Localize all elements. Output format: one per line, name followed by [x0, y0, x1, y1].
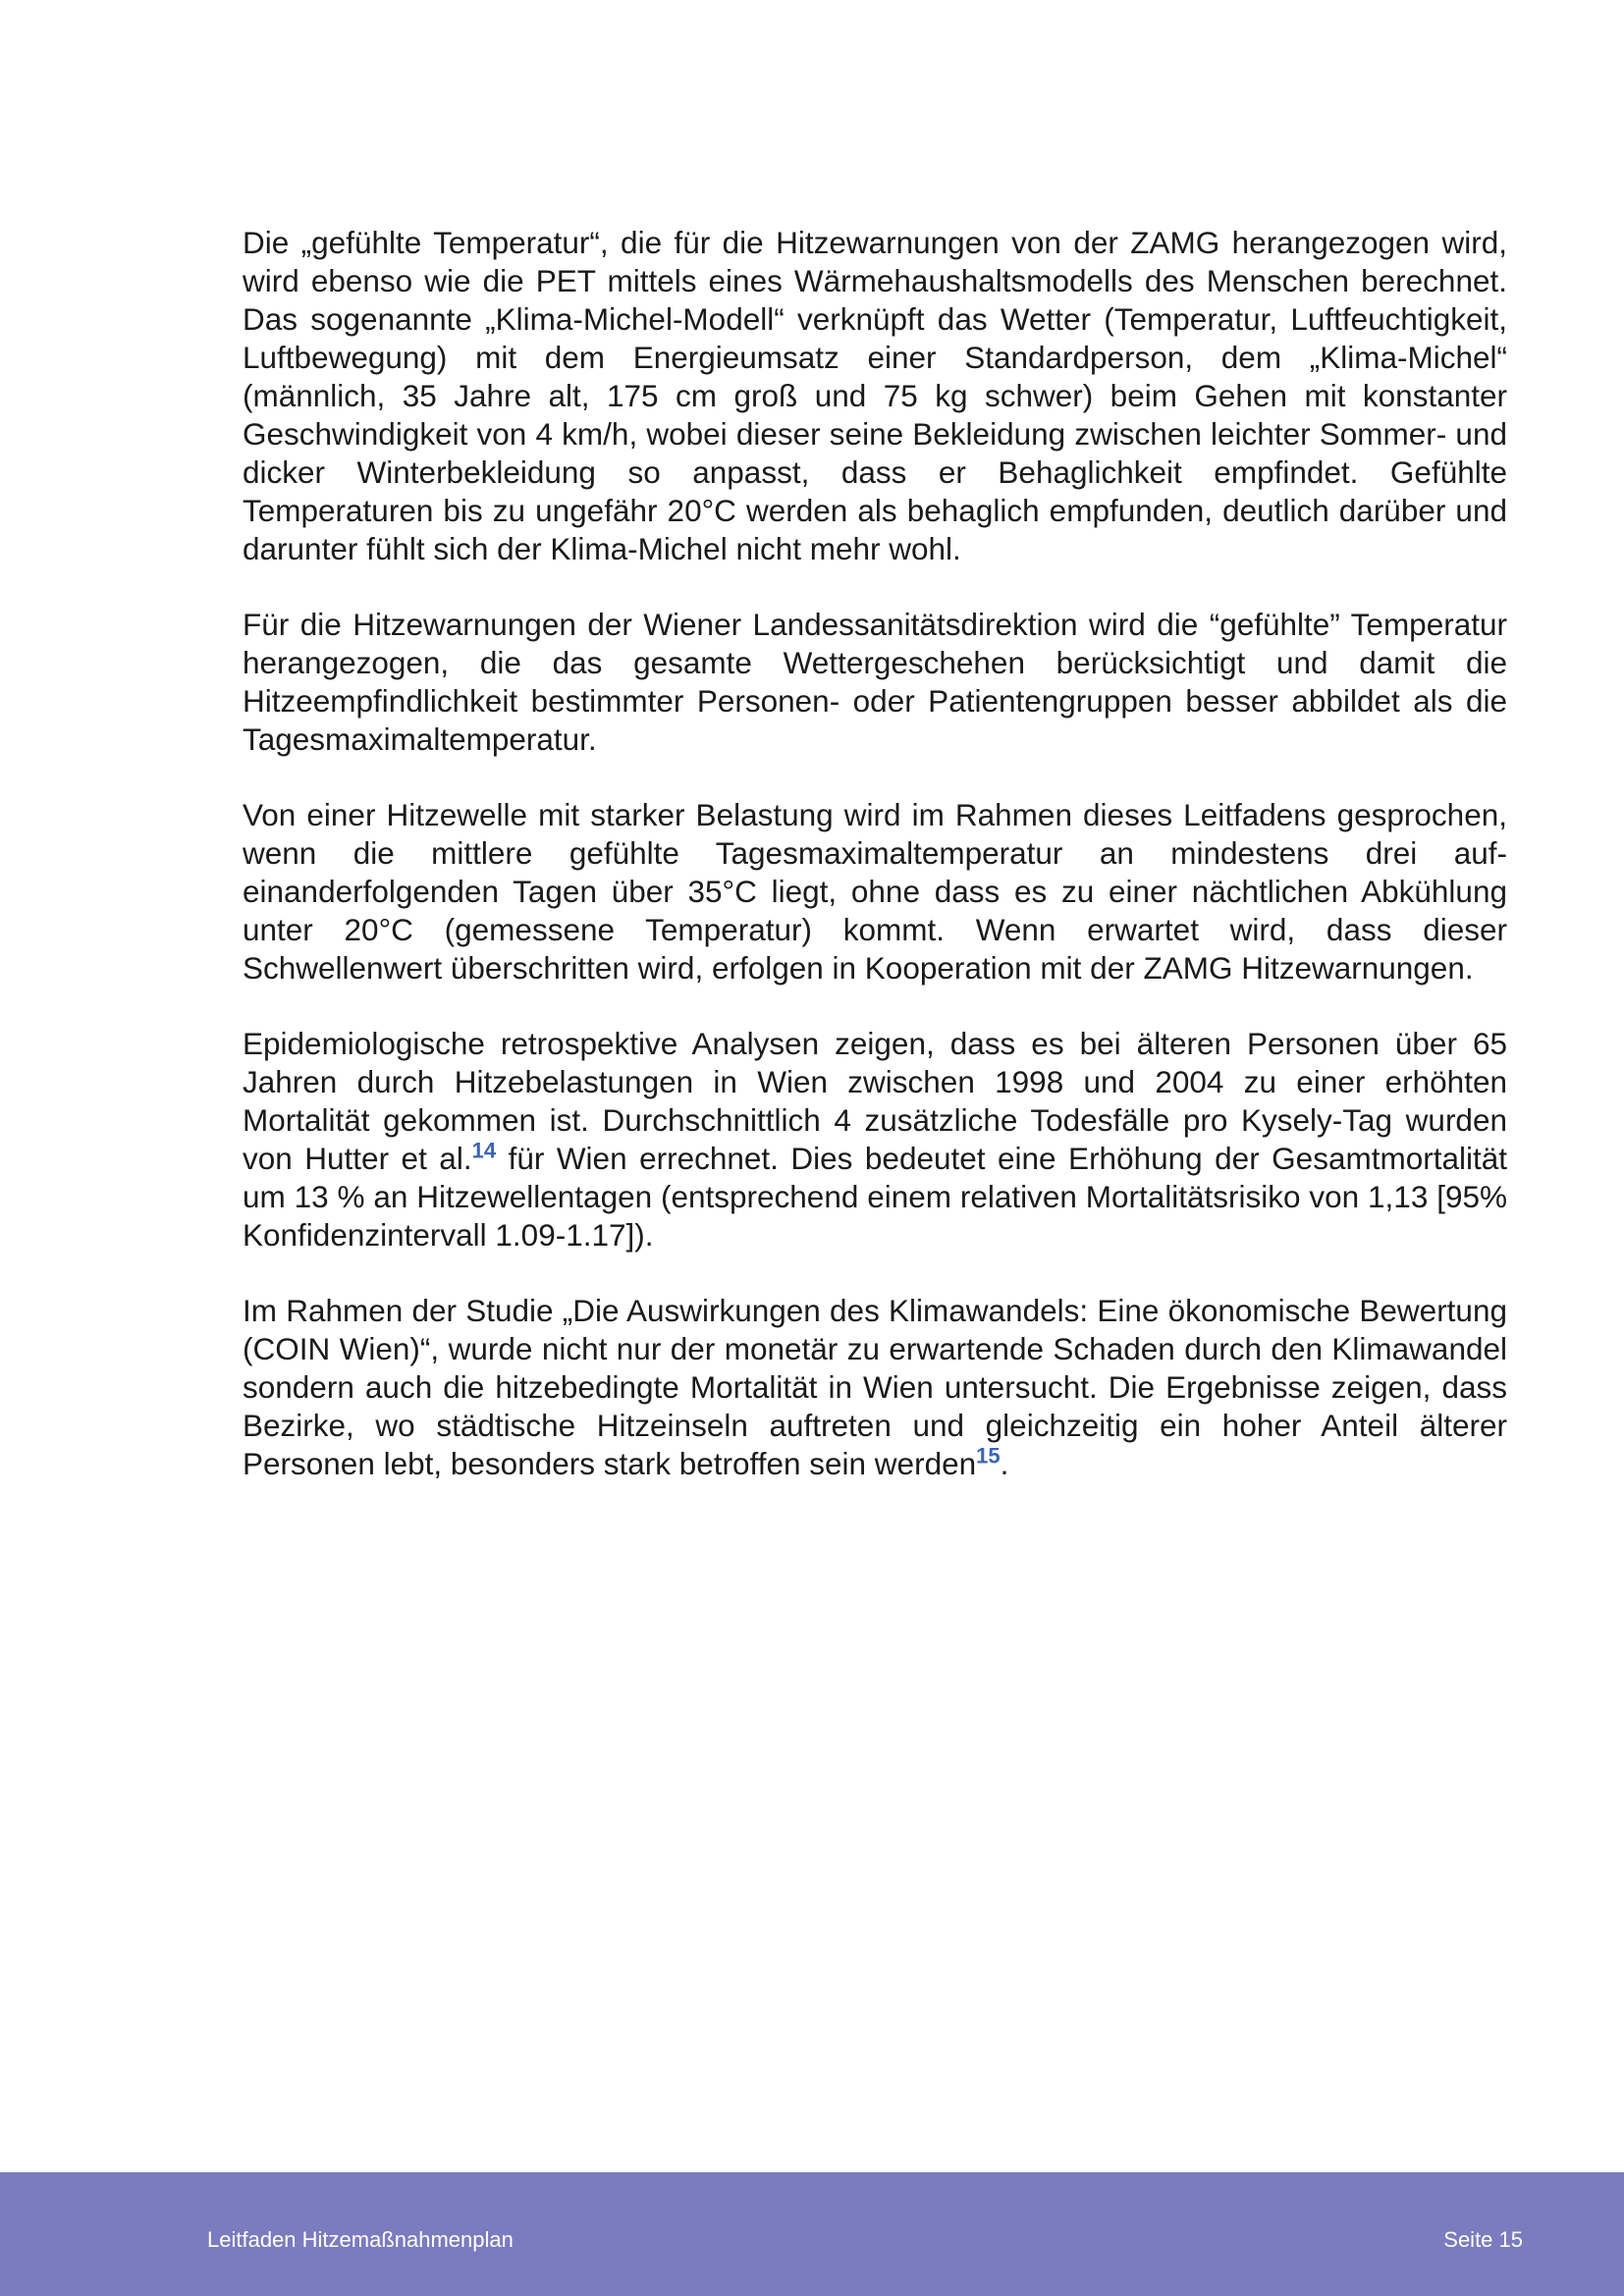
paragraph-text: für Wien errechnet. Dies bedeutet eine Erhöhung der Gesamtmortalität um 13 % an Hitzewellentagen (entsprechend einem relativen Mortalitätsrisiko von 1,13 [95% Konfidenzintervall 1.09-1.17]). [243, 1141, 1507, 1253]
paragraph-hitzewarnungen: Für die Hitzewarnungen der Wiener Landessanitätsdirektion wird die “gefühlte” Temperatur herangezogen, die das gesamte Wettergeschehen berücksichtigt und damit die Hitzeempfindlichkeit bestimmter Personen- oder Patientengruppen besser abbildet als die Tagesmaximaltemperatur. [243, 607, 1507, 757]
paragraph-text: Epidemiologische retrospektive Analysen zeigen, dass es bei älteren Personen über 65 Jahren durch Hitzebelastungen in Wien zwischen 1998 und 2004 zu einer erhöhten Mortalität gekommen ist. Durchschnittlich 4 zusätzliche Todesfälle pro Kysely-Tag wurden von Hutter et al. [243, 1026, 1507, 1176]
page-footer [0, 2172, 1624, 2296]
paragraph-epidemiologie [243, 1025, 1507, 1255]
paragraph-coin-studie [243, 1292, 1507, 1483]
footnote-reference[interactable]: 15 [976, 1443, 1001, 1468]
paragraph-hitzewelle-definition: Von einer Hitzewelle mit starker Belastung wird im Rahmen dieses Leitfadens gesprochen, wenn die mittlere gefühlte Tagesmaximaltemperatur an mindestens drei aufeinanderfolgenden Tagen über 35°C liegt, ohne dass es zu einer nächtlichen Abkühlung unter 20°C (gemessene Temperatur) kommt. Wenn erwartet wird, dass dieser Schwellenwert überschritten wird, erfolgen in Kooperation mit der ZAMG Hitzewarnungen. [243, 797, 1507, 986]
paragraph-gefuehlte-temperatur: Die „gefühlte Temperatur“, die für die Hitzewarnungen von der ZAMG herangezogen wird, wird ebenso wie die PET mittels eines Wärmehaushaltsmodells des Menschen berechnet. Das sogenannte „Klima-Michel-Modell“ verknüpft das Wetter (Temperatur, Luftfeuchtigkeit, Luftbewegung) mit dem Energieumsatz einer Standardperson, dem „Klima-Michel“ (männlich, 35 Jahre alt, 175 cm groß und 75 kg schwer) beim Gehen mit konstanter Geschwindigkeit von 4 km/h, wobei dieser seine Bekleidung zwischen leichter Sommer- und dicker Winterbekleidung so anpasst, dass er Behaglichkeit empfindet. Gefühlte Temperaturen bis zu ungefähr 20°C werden als behaglich empfunden, deutlich darüber und darunter fühlt sich der Klima-Michel nicht mehr wohl. [243, 225, 1507, 566]
footnote-reference[interactable]: 14 [471, 1138, 497, 1163]
paragraph-text: . [1000, 1446, 1009, 1481]
page-body [243, 224, 1507, 1483]
footer-document-title: Leitfaden Hitzemaßnahmenplan [207, 2227, 514, 2252]
footer-page-number: Seite 15 [1443, 2227, 1523, 2252]
paragraph-text: Im Rahmen der Studie „Die Auswirkungen des Klimawandels: Eine ökonomische Bewertung (COIN Wien)“, wurde nicht nur der monetär zu erwartende Schaden durch den Klimawandel sondern auch die hitzebedingte Mortalität in Wien untersucht. Die Ergebnisse zeigen, dass Bezirke, wo städtische Hitzeinseln auftreten und gleichzeitig ein hoher Anteil älterer Personen lebt, besonders stark betroffen sein werden [243, 1293, 1507, 1481]
